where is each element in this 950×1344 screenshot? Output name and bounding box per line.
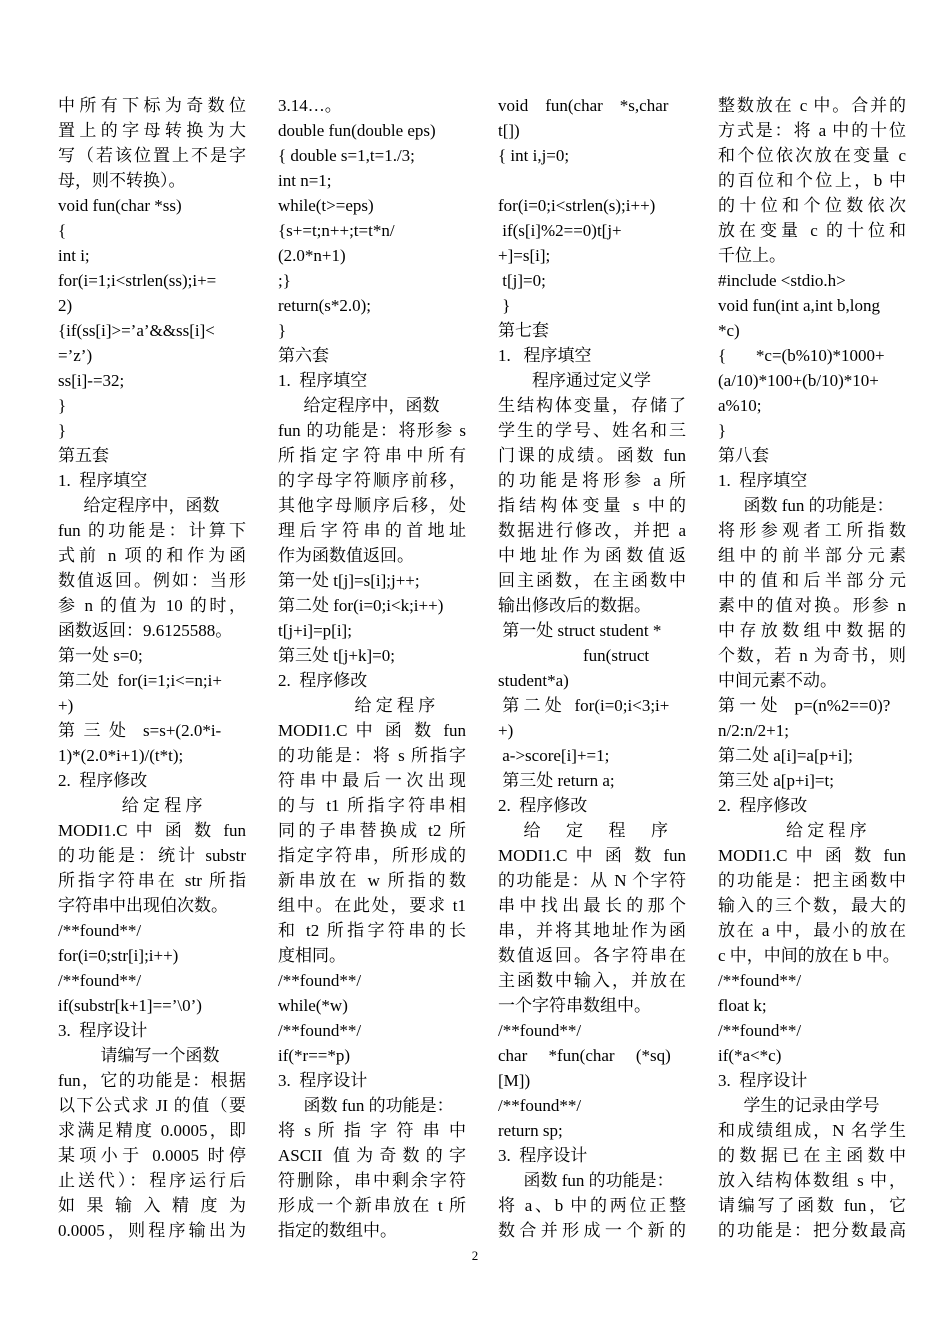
- text-line: if(*a<*c): [718, 1046, 782, 1065]
- text-line: 所指字符串在 str 所指: [58, 871, 246, 890]
- text-line: 给定程序中，函数: [278, 396, 440, 415]
- text-line: 函数 fun 的功能是：: [498, 1171, 674, 1190]
- text-line: 输入的三个数，最大的: [718, 896, 906, 915]
- text-line: 素中的值对换。形参 n: [718, 596, 906, 615]
- text-line: void fun(int a,int b,long: [718, 296, 880, 315]
- text-column-1: [58, 93, 246, 1243]
- text-line: t[j]=0;: [498, 271, 546, 290]
- text-line: 的功能是：将 s 所指字: [278, 746, 466, 765]
- text-line: 一个字符串数组中。: [498, 996, 651, 1015]
- text-line: 1. 程序填空: [498, 346, 592, 365]
- text-line: 作为函数值返回。: [278, 546, 414, 565]
- text-line: 的功能是：把主函数中: [718, 871, 906, 890]
- text-line: 第二处 for(i=1;i<=n;i+: [58, 671, 222, 690]
- text-line: 给定程序中，函数: [58, 496, 220, 515]
- text-line: }: [58, 421, 67, 440]
- text-line: 2. 程序修改: [278, 671, 368, 690]
- text-line: 的功能是：把分数最高: [718, 1221, 906, 1240]
- text-line: 将 a、b 中的两位正整: [498, 1196, 686, 1215]
- text-line: 程序通过定义学: [498, 371, 651, 390]
- text-line: 的十位和个位数依次: [718, 196, 906, 215]
- text-line: 和成绩组成，N 名学生: [718, 1121, 906, 1140]
- text-column-4: [718, 93, 906, 1243]
- text-line: 置上的字母转换为大: [58, 121, 246, 140]
- text-line: }: [718, 421, 727, 440]
- text-line: 符删除，串中剩余字符: [278, 1171, 466, 1190]
- text-line: 参 n 的值为 10 的时，: [58, 596, 246, 615]
- text-line: #include <stdio.h>: [718, 271, 846, 290]
- text-line: int n=1;: [278, 171, 332, 190]
- text-line: *c): [718, 321, 740, 340]
- text-line: 第一处 s=0;: [58, 646, 143, 665]
- text-line: /**found**/: [58, 921, 142, 940]
- text-line: fun(struct: [498, 646, 650, 665]
- text-line: 第二处 a[i]=a[p+i];: [718, 746, 853, 765]
- text-line: 数值返回。例如：当形: [58, 571, 246, 590]
- text-line: for(i=1;i<strlen(ss);i+=: [58, 271, 217, 290]
- page-number: 2: [471, 1248, 479, 1263]
- text-line: 数据进行修改，并把 a: [498, 521, 686, 540]
- text-line: 数值返回。各字符串在: [498, 946, 686, 965]
- text-line: /**found**/: [278, 971, 362, 990]
- text-line: 的与 t1 所指字符串相: [278, 796, 466, 815]
- text-line: void fun(char *ss): [58, 196, 182, 215]
- text-line: 将形参观者工所指数: [718, 521, 906, 540]
- text-line: if(s[i]%2==0)t[j+: [498, 221, 622, 240]
- text-line: /**found**/: [718, 1021, 802, 1040]
- text-line: 第八套: [718, 446, 769, 465]
- text-line: 新串放在 w 所指的数: [278, 871, 466, 890]
- text-line: 第 一 处 p=(n%2==0)?: [718, 696, 891, 715]
- text-line: 中间元素不动。: [718, 671, 837, 690]
- text-line: 中所有下标为奇数位: [58, 96, 246, 115]
- text-line: 的功能是将形参 a 所: [498, 471, 686, 490]
- text-line: 所指定字符串中所有: [278, 446, 466, 465]
- text-line: { int i,j=0;: [498, 146, 570, 165]
- text-line: 和个位依次放在变量 c: [718, 146, 906, 165]
- text-line: 整数放在 c 中。合并的: [718, 96, 906, 115]
- text-line: 放入结构体数组 s 中，: [718, 1171, 906, 1190]
- text-line: {s+=t;n++;t=t*n/: [278, 221, 395, 240]
- text-line: 个数，若 n 为奇书，则: [718, 646, 906, 665]
- text-line: n/2:n/2+1;: [718, 721, 789, 740]
- text-line: ss[i]-=32;: [58, 371, 125, 390]
- text-line: 学生的记录由学号: [718, 1096, 880, 1115]
- text-line: 第一处 t[j]=s[i];j++;: [278, 571, 420, 590]
- text-line: 和 t2 所指字符串的长: [278, 921, 466, 940]
- text-line: /**found**/: [498, 1021, 582, 1040]
- text-line: 串中找出最长的那个: [498, 896, 686, 915]
- text-line: 第六套: [278, 346, 329, 365]
- text-line: 3.14…。: [278, 96, 342, 115]
- text-line: double fun(double eps): [278, 121, 436, 140]
- text-line: {: [58, 221, 67, 240]
- text-line: fun 的功能是：计算下: [58, 521, 246, 540]
- text-line: MODI1.C 中 函 数 fun: [58, 821, 246, 840]
- text-line: t[]): [498, 121, 520, 140]
- text-line: 3. 程序设计: [498, 1146, 588, 1165]
- text-line: 组中的前半部分元素: [718, 546, 906, 565]
- text-line: /**found**/: [58, 971, 142, 990]
- text-line: 字符串中出现伯次数。: [58, 896, 228, 915]
- text-line: [M]): [498, 1071, 531, 1090]
- text-line: 学生的学号、姓名和三: [498, 421, 686, 440]
- text-line: 的数据已在主函数中: [718, 1146, 906, 1165]
- text-line: 第三处 return a;: [498, 771, 615, 790]
- text-line: char *fun(char (*sq): [498, 1046, 671, 1065]
- text-column-3: [498, 93, 686, 1243]
- text-line: {if(ss[i]>=’a’&&ss[i]<: [58, 321, 215, 340]
- text-line: 指定字符串，所形成的: [278, 846, 466, 865]
- text-line: 放在变量 c 的十位和: [718, 221, 906, 240]
- text-line: +]=s[i];: [498, 246, 551, 265]
- text-line: { double s=1,t=1./3;: [278, 146, 415, 165]
- text-line: while(t>=eps): [278, 196, 374, 215]
- text-line: [498, 168, 686, 193]
- text-line: a%10;: [718, 396, 762, 415]
- text-line: t[j+i]=p[i];: [278, 621, 352, 640]
- text-line: (2.0*n+1): [278, 246, 346, 265]
- text-line: while(*w): [278, 996, 348, 1015]
- text-line: 第 二 处 for(i=0;i<3;i+: [498, 696, 670, 715]
- text-line: 2. 程序修改: [498, 796, 588, 815]
- text-line: 中地址作为函数值返: [498, 546, 686, 565]
- text-line: 求满足精度 0.0005，即: [58, 1121, 246, 1140]
- text-line: 的功能是：统计 substr: [58, 846, 246, 865]
- text-line: 中存放数组中数据的: [718, 621, 906, 640]
- text-line: 2. 程序修改: [58, 771, 148, 790]
- text-line: return(s*2.0);: [278, 296, 372, 315]
- text-line: 母，则不转换）。: [58, 171, 186, 190]
- text-line: ;}: [278, 271, 291, 290]
- text-line: MODI1.C 中 函 数 fun: [718, 846, 906, 865]
- text-line: if(substr[k+1]==’\0’): [58, 996, 202, 1015]
- text-line: 的功能是：从 N 个字符: [498, 871, 686, 890]
- text-line: 回主函数，在主函数中: [498, 571, 686, 590]
- text-line: /**found**/: [498, 1096, 582, 1115]
- text-line: MODI1.C 中 函 数 fun: [498, 846, 686, 865]
- text-line: 符串中最后一次出现: [278, 771, 466, 790]
- text-line: 如 果 输 入 精 度 为: [58, 1196, 246, 1215]
- text-line: a->score[i]+=1;: [498, 746, 610, 765]
- text-line: 千位上。: [718, 246, 786, 265]
- text-line: 串，并将其地址作为函: [498, 921, 686, 940]
- text-line: 指定的数组中。: [278, 1221, 397, 1240]
- text-line: float k;: [718, 996, 767, 1015]
- text-line: 第 三 处 s=s+(2.0*i-: [58, 721, 222, 740]
- text-line: 请编写了函数 fun，它: [718, 1196, 906, 1215]
- text-line: if(*r==*p): [278, 1046, 351, 1065]
- text-line: 数合并形成一个新的: [498, 1221, 686, 1240]
- text-line: 第五套: [58, 446, 109, 465]
- text-line: 写（若该位置上不是字: [58, 146, 246, 165]
- text-line: }: [498, 296, 511, 315]
- text-line: 中的值和后半部分元: [718, 571, 906, 590]
- text-line: 2): [58, 296, 73, 315]
- text-line: return sp;: [498, 1121, 563, 1140]
- text-line: 第三处 a[p+i]=t;: [718, 771, 834, 790]
- text-line: 以下公式求 JI 的值（要: [58, 1096, 246, 1115]
- text-line: MODI1.C 中 函 数 fun: [278, 721, 466, 740]
- text-line: 给 定 程 序: [278, 696, 436, 715]
- text-line: 1)*(2.0*i+1)/(t*t);: [58, 746, 184, 765]
- text-line: 放在 a 中，最小的放在: [718, 921, 906, 940]
- text-line: for(i=0;i<strlen(s);i++): [498, 196, 656, 215]
- text-line: 形成一个新串放在 t 所: [278, 1196, 466, 1215]
- text-line: +): [498, 721, 514, 740]
- text-line: 门课的成绩。函数 fun: [498, 446, 686, 465]
- text-line: 3. 程序设计: [718, 1071, 808, 1090]
- text-line: ASCII 值为奇数的字: [278, 1146, 466, 1165]
- text-line: 2. 程序修改: [718, 796, 808, 815]
- text-line: 1. 程序填空: [278, 371, 368, 390]
- text-line: 输出修改后的数据。: [498, 596, 651, 615]
- text-line: c 中，中间的放在 b 中。: [718, 946, 900, 965]
- text-line: 其他字母顺序后移，处: [278, 496, 466, 515]
- text-line: }: [58, 396, 67, 415]
- text-line: 止送代）：程序运行后: [58, 1171, 246, 1190]
- text-line: }: [278, 321, 287, 340]
- text-line: 3. 程序设计: [278, 1071, 368, 1090]
- text-line: 第一处 struct student *: [498, 621, 662, 640]
- text-line: for(i=0;str[i];i++): [58, 946, 179, 965]
- text-line: 同的子串替换成 t2 所: [278, 821, 466, 840]
- text-line: 第二处 for(i=0;i<k;i++): [278, 596, 444, 615]
- text-line: int i;: [58, 246, 90, 265]
- text-line: 给 定 程 序: [718, 821, 867, 840]
- text-line: 给 定 程 序: [498, 821, 668, 840]
- text-line: 3. 程序设计: [58, 1021, 148, 1040]
- text-line: /**found**/: [718, 971, 802, 990]
- text-line: 第三处 t[j+k]=0;: [278, 646, 395, 665]
- text-line: 组中。在此处，要求 t1: [278, 896, 466, 915]
- text-line: =’z’): [58, 346, 93, 365]
- text-line: 函数返回：9.6125588。: [58, 621, 233, 640]
- text-line: 理后字符串的首地址: [278, 521, 466, 540]
- text-line: { *c=(b%10)*1000+: [718, 346, 885, 365]
- text-line: fun，它的功能是：根据: [58, 1071, 246, 1090]
- text-line: 指结构体变量 s 中的: [498, 496, 686, 515]
- text-line: fun 的功能是：将形参 s: [278, 421, 466, 440]
- text-line: 第七套: [498, 321, 549, 340]
- text-line: void fun(char *s,char: [498, 96, 669, 115]
- text-line: 度相同。: [278, 946, 346, 965]
- text-line: +): [58, 696, 74, 715]
- text-line: 函数 fun 的功能是：: [278, 1096, 454, 1115]
- text-line: 的字母字符顺序前移，: [278, 471, 466, 490]
- text-line: student*a): [498, 671, 569, 690]
- text-line: 给 定 程 序: [58, 796, 203, 815]
- text-line: 主函数中输入，并放在: [498, 971, 686, 990]
- text-line: 的百位和个位上，b 中: [718, 171, 906, 190]
- text-column-2: [278, 93, 466, 1243]
- text-line: 将 s 所 指 字 符 串 中: [278, 1121, 466, 1140]
- text-line: 1. 程序填空: [718, 471, 808, 490]
- text-line: 0.0005，则程序输出为: [58, 1221, 246, 1240]
- text-line: 1. 程序填空: [58, 471, 148, 490]
- text-line: 某项小于 0.0005 时停: [58, 1146, 246, 1165]
- text-line: 函数 fun 的功能是：: [718, 496, 894, 515]
- text-line: 方式是：将 a 中的十位: [718, 121, 906, 140]
- text-line: 式前 n 项的和作为函: [58, 546, 246, 565]
- text-line: /**found**/: [278, 1021, 362, 1040]
- text-line: (a/10)*100+(b/10)*10+: [718, 371, 879, 390]
- text-line: 生结构体变量，存储了: [498, 396, 686, 415]
- text-line: 请编写一个函数: [58, 1046, 220, 1065]
